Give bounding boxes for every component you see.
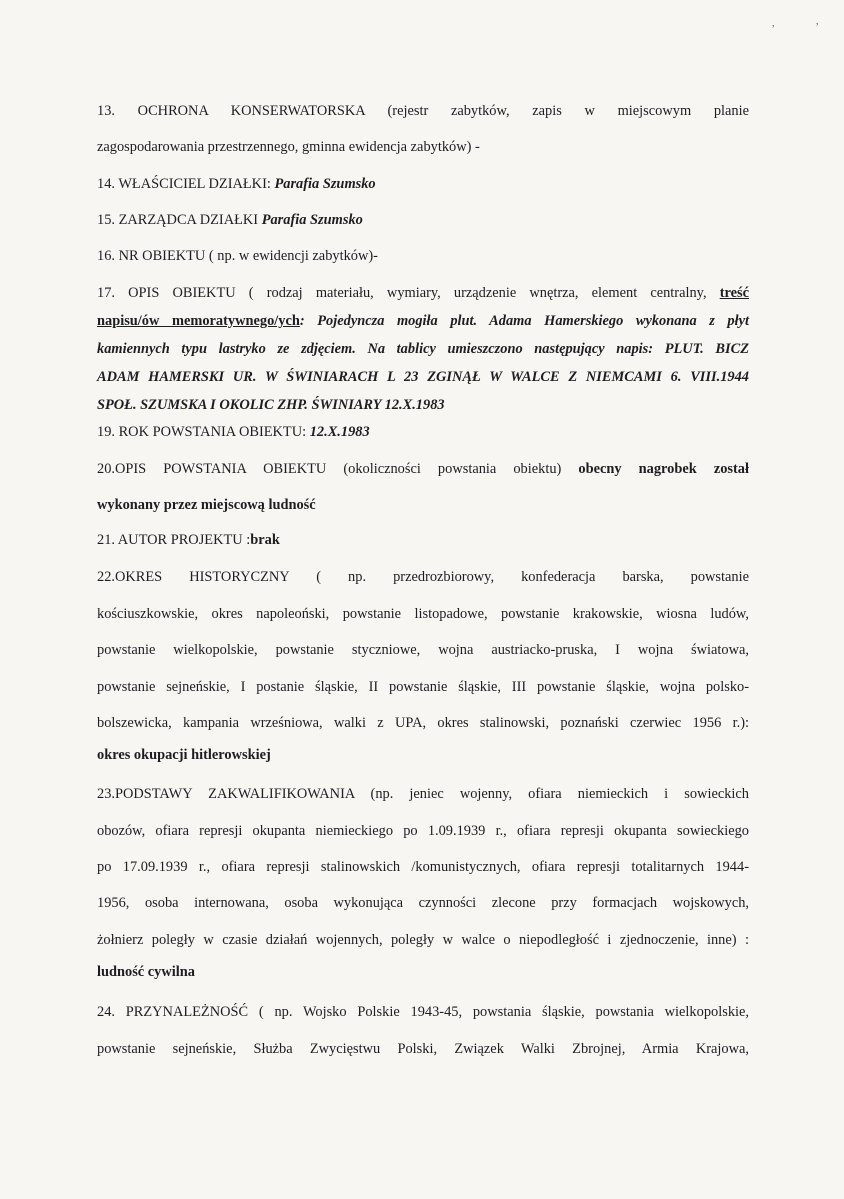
item-22-line: bolszewicka, kampania wrześniowa, walki z UPA, okres stalinowski, poznański czerwiec 1956 r.): (97, 715, 749, 731)
corner-mark: , (772, 18, 775, 29)
item-22-line: 22.OKRES HISTORYCZNY ( np. przedrozbiorowy, konfederacja barska, powstanie (97, 569, 749, 585)
item-23-value: ludność cywilna (97, 964, 195, 980)
item-22-line: kościuszkowskie, okres napoleoński, powstanie listopadowe, powstanie krakowskie, wiosna ludów, (97, 606, 749, 622)
item-17-line (97, 312, 749, 330)
corner-mark: , (816, 16, 819, 27)
item-24-line: powstanie sejneńskie, Służba Zwycięstwu Polski, Związek Walki Zbrojnej, Armia Krajowa, (97, 1041, 749, 1057)
item-20-label: 20.OPIS POWSTANIA OBIEKTU (okoliczności powstania obiektu) (97, 461, 579, 477)
item-20-value-line: wykonany przez miejscową ludność (97, 497, 316, 513)
item-17-line (97, 284, 749, 302)
item-21 (97, 531, 749, 549)
item-23-line: 23.PODSTAWY ZAKWALIFIKOWANIA (np. jeniec wojenny, ofiara niemieckich i sowieckich (97, 786, 749, 802)
item-23-line: obozów, ofiara represji okupanta niemieckiego po 1.09.1939 r., ofiara represji okupanta sowieckiego (97, 823, 749, 839)
item-23-line: 1956, osoba internowana, osoba wykonująca czynności zlecone przy formacjach wojskowych, (97, 895, 749, 911)
item-17-value-line: SPOŁ. SZUMSKA I OKOLIC ZHP. ŚWINIARY 12.X.1983 (97, 397, 445, 413)
item-17-value-line: kamiennych typu lastryko ze zdjęciem. Na tablicy umieszczono następujący napis: PLUT. BICZ (97, 341, 749, 357)
item-19 (97, 423, 749, 441)
item-19-label: 19. ROK POWSTANIA OBIEKTU: (97, 424, 310, 440)
item-22-line: powstanie wielkopolskie, powstanie styczniowe, wojna austriacko-pruska, I wojna światowa, (97, 642, 749, 658)
item-20-value: obecny nagrobek został (578, 461, 749, 477)
item-24-line: 24. PRZYNALEŻNOŚĆ ( np. Wojsko Polskie 1943-45, powstania śląskie, powstania wielkopolskie, (97, 1004, 749, 1020)
item-15-label: 15. ZARZĄDCA DZIAŁKI (97, 212, 262, 228)
item-23-line: po 17.09.1939 r., ofiara represji stalinowskich /komunistycznych, ofiara represji totalitarnych 1944- (97, 859, 749, 875)
item-21-value: brak (250, 532, 280, 548)
item-21-label: 21. AUTOR PROJEKTU : (97, 532, 251, 548)
item-15 (97, 211, 749, 229)
item-17-value-line: ADAM HAMERSKI UR. W ŚWINIARACH L 23 ZGINĄŁ W WALCE Z NIEMCAMI 6. VIII.1944 (97, 369, 749, 385)
item-17-value: : Pojedyncza mogiła plut. Adama Hamerskiego wykonana z płyt (299, 313, 749, 329)
item-15-value: Parafia Szumsko (261, 212, 363, 228)
item-20-line (97, 460, 749, 478)
item-14 (97, 175, 749, 193)
item-23-line: żołnierz poległy w czasie działań wojennych, poległy w walce o niepodległość i zjednoczenie, inne) : (97, 932, 749, 948)
item-17-label: 17. OPIS OBIEKTU ( rodzaj materiału, wymiary, urządzenie wnętrza, element centralny, (97, 285, 720, 301)
item-13-line: zagospodarowania przestrzennego, gminna ewidencja zabytków) - (97, 139, 480, 155)
item-19-value: 12.X.1983 (309, 424, 370, 440)
item-14-value: Parafia Szumsko (274, 176, 376, 192)
item-13-line: 13. OCHRONA KONSERWATORSKA (rejestr zabytków, zapis w miejscowym planie (97, 103, 749, 119)
item-16: 16. NR OBIEKTU ( np. w ewidencji zabytków)- (97, 248, 378, 264)
item-22-value: okres okupacji hitlerowskiej (97, 747, 271, 763)
item-22-line: powstanie sejneńskie, I postanie śląskie, II powstanie śląskie, III powstanie śląskie, wojna polsko- (97, 679, 749, 695)
item-14-label: 14. WŁAŚCICIEL DZIAŁKI: (97, 176, 275, 192)
item-17-underlined: napisu/ów memoratywnego/ych (97, 313, 300, 329)
item-17-underlined: treść (719, 285, 749, 301)
